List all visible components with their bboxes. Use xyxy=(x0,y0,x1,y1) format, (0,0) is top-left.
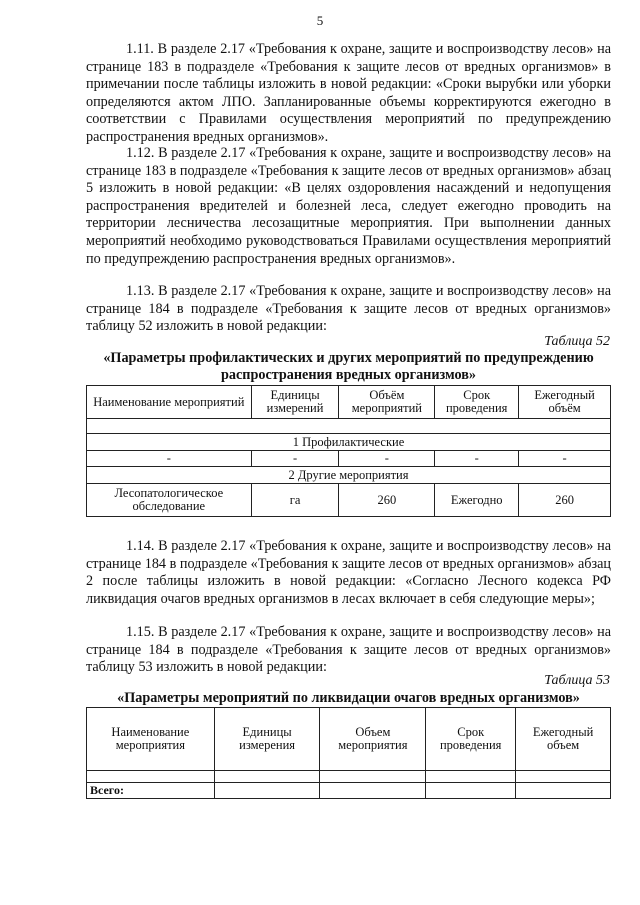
section-row-other: 2 Другие мероприятия xyxy=(87,467,611,484)
table-cell xyxy=(426,771,516,783)
table-header-cell: Ежегодный объем xyxy=(516,708,611,771)
table-header-cell: Единицы измерения xyxy=(214,708,320,771)
table-cell: - xyxy=(339,451,435,467)
table-header-cell: Объём мероприятий xyxy=(339,386,435,419)
table-cell xyxy=(320,783,426,799)
table-header-cell: Объем мероприятия xyxy=(320,708,426,771)
paragraph-1-13: 1.13. В разделе 2.17 «Требования к охране, защите и воспроизводству лесов» на странице 184 в подразделе «Требования к защите лесов от вредных организмов» таблицу 52 изложить в новой редакции: xyxy=(86,283,611,335)
paragraph-1-12: 1.12. В разделе 2.17 «Требования к охране, защите и воспроизводству лесов» на странице 183 в подразделе «Требования к защите лесов от вредных организмов» абзац 5 изложить в новой редакции: «В целях оздоровления насаждений и недопущения распространения вредителей и болезней леса, следует ежегодно проводить на территории лесничества лесозащитные мероприятия. При выполнении данных мероприятий необходимо руководствоваться Правилами осуществления мероприятий по предупреждению распространения вредных организмов». xyxy=(86,145,611,267)
table-header-cell: Срок проведения xyxy=(435,386,519,419)
table-cell xyxy=(426,783,516,799)
table-header-cell: Наименование мероприятия xyxy=(87,708,215,771)
table-53 xyxy=(86,707,611,799)
total-label: Всего: xyxy=(87,783,215,799)
paragraph-1-15: 1.15. В разделе 2.17 «Требования к охране, защите и воспроизводству лесов» на странице 184 в подразделе «Требования к защите лесов от вредных организмов» таблицу 53 изложить в новой редакции: xyxy=(86,624,611,676)
table-cell xyxy=(320,771,426,783)
page-number: 5 xyxy=(316,13,324,28)
table-cell xyxy=(516,783,611,799)
paragraph-1-14: 1.14. В разделе 2.17 «Требования к охране, защите и воспроизводству лесов» на странице 184 в подразделе «Требования к защите лесов от вредных организмов» абзац 2 после таблицы изложить в новой редакции: «Согласно Лесного кодекса РФ ликвидация очагов вредных организмов в лесах включает в себя следующие меры»; xyxy=(86,538,611,607)
section-row-preventive: 1 Профилактические xyxy=(87,434,611,451)
table-header-cell: Наименование мероприятий xyxy=(87,386,252,419)
table-cell xyxy=(214,783,320,799)
table-cell: - xyxy=(519,451,611,467)
table-cell xyxy=(87,771,215,783)
table-52-title: «Параметры профилактических и других мероприятий по предупреждению распространения вредных организмов» xyxy=(103,350,594,383)
paragraph-1-11: 1.11. В разделе 2.17 «Требования к охране, защите и воспроизводству лесов» на странице 183 в подразделе «Требования к защите лесов от вредных организмов» в примечании после таблицы изложить в новой редакции: «Сроки вырубки или уборки определяются актом ЛПО. Запланированные объемы корректируются ежегодно в соответствии с Правилами осуществления мероприятий по предупреждению распространения вредных организмов». xyxy=(86,41,611,145)
table-53-title: «Параметры мероприятий по ликвидации очагов вредных организмов» xyxy=(117,690,580,706)
table-cell: 260 xyxy=(339,484,435,517)
table-cell: - xyxy=(251,451,339,467)
table-cell: - xyxy=(435,451,519,467)
table-cell: Лесопатологическое обследование xyxy=(87,484,252,517)
table-header-cell: Единицы измерений xyxy=(251,386,339,419)
table-53-label: Таблица 53 xyxy=(544,673,610,688)
empty-row xyxy=(87,419,611,434)
table-cell xyxy=(516,771,611,783)
table-cell: Ежегодно xyxy=(435,484,519,517)
table-cell: 260 xyxy=(519,484,611,517)
table-cell: га xyxy=(251,484,339,517)
table-52 xyxy=(86,385,611,517)
table-cell xyxy=(214,771,320,783)
table-header-cell: Срок проведения xyxy=(426,708,516,771)
table-52-label: Таблица 52 xyxy=(544,334,610,349)
table-cell: - xyxy=(87,451,252,467)
table-header-cell: Ежегодный объём xyxy=(519,386,611,419)
